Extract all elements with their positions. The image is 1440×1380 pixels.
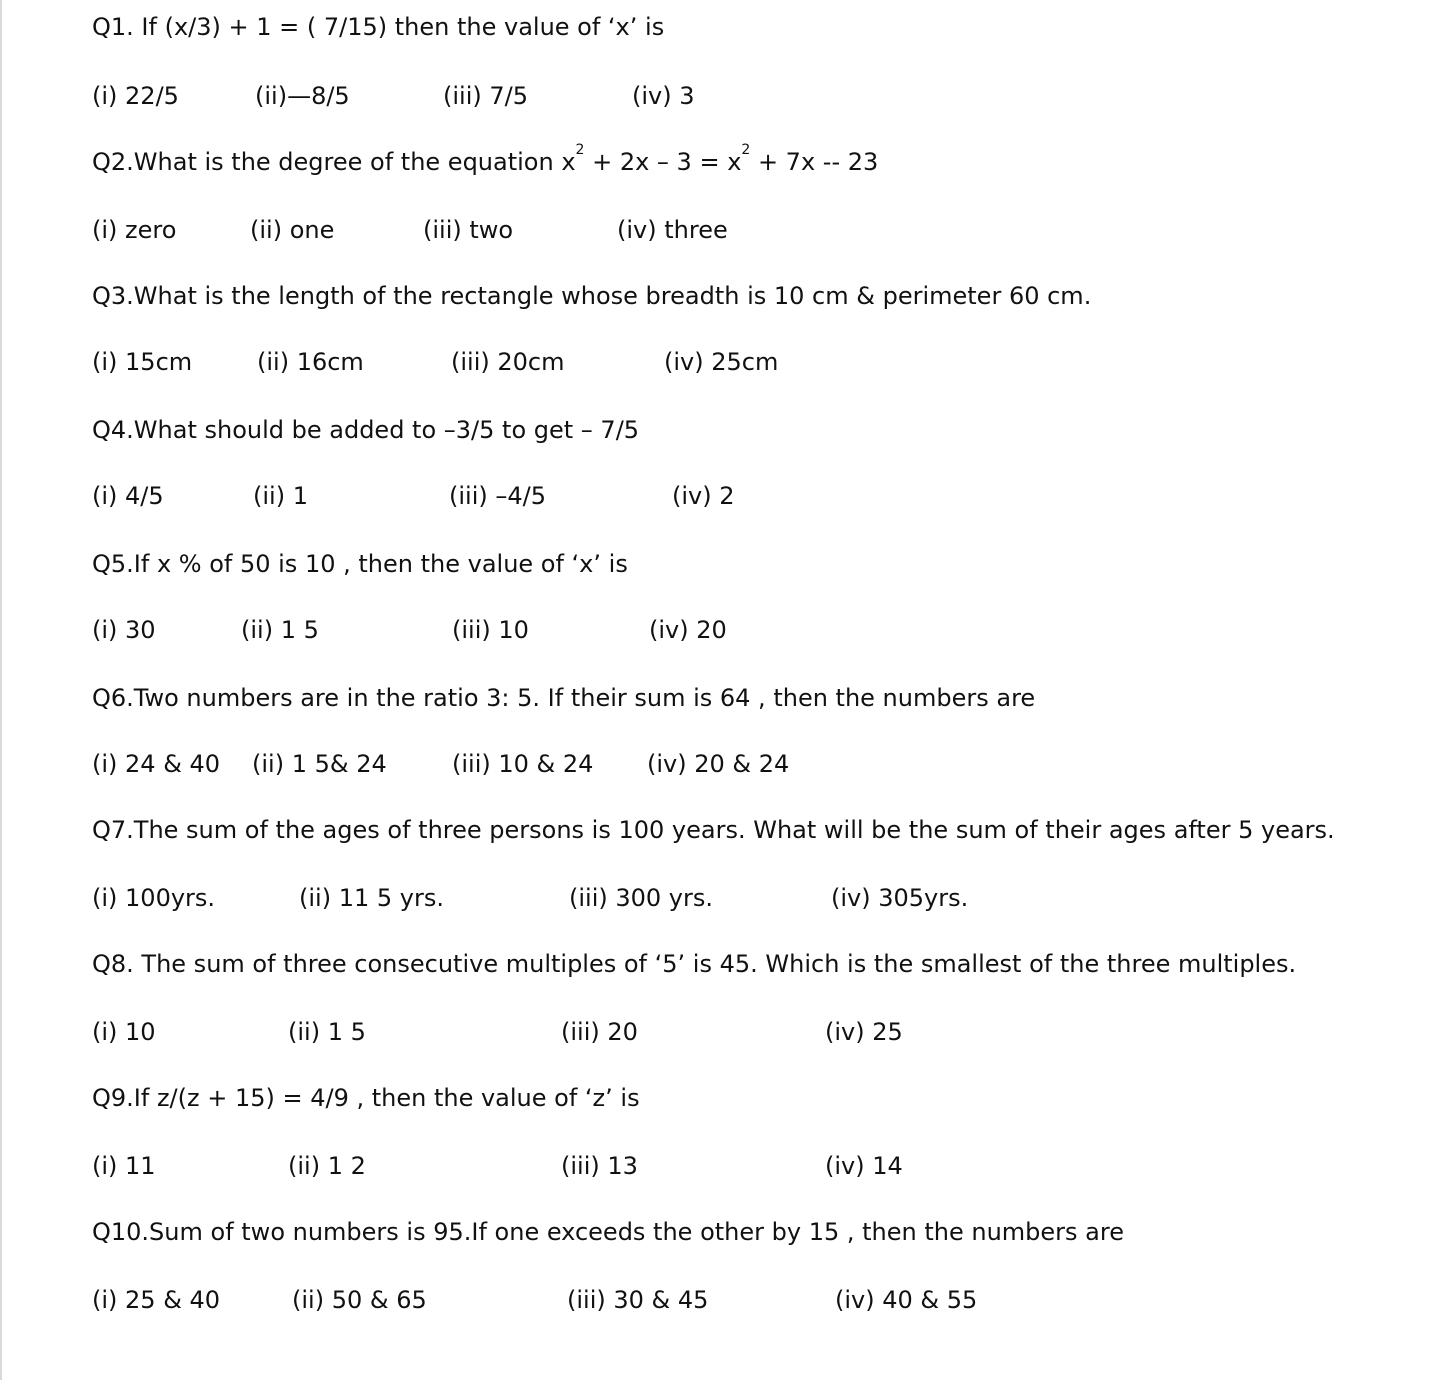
question-1 — [92, 12, 664, 42]
q10-option-i: (i) 25 & 40 — [92, 1286, 221, 1314]
question-6-text: Q6.Two numbers are in the ratio 3: 5. If their sum is 64 , then the numbers are — [92, 684, 1036, 712]
q3-option-ii: (ii) 16cm — [257, 348, 364, 376]
q6-option-ii: (ii) 1 5& 24 — [252, 750, 387, 778]
q9-option-iv: (iv) 14 — [825, 1152, 903, 1180]
q4-option-iii: (iii) –4/5 — [449, 482, 546, 510]
exponent-1: 2 — [575, 142, 585, 158]
question-1-text: Q1. If (x/3) + 1 = ( 7/15) then the value of ‘x’ is — [92, 13, 665, 41]
q4-option-i: (i) 4/5 — [92, 482, 164, 510]
q5-option-i: (i) 30 — [92, 616, 156, 644]
q8-option-iii: (iii) 20 — [561, 1018, 638, 1046]
question-5-text: Q5.If x % of 50 is 10 , then the value of ‘x’ is — [92, 550, 628, 578]
q7-option-iv: (iv) 305yrs. — [831, 884, 969, 912]
question-10 — [92, 1217, 1124, 1247]
q7-option-ii: (ii) 11 5 yrs. — [299, 884, 444, 912]
q6-option-iii: (iii) 10 & 24 — [452, 750, 594, 778]
question-5 — [92, 549, 628, 579]
q10-option-iv: (iv) 40 & 55 — [835, 1286, 978, 1314]
q3-option-iii: (iii) 20cm — [451, 348, 565, 376]
question-2-text-post: + 7x -- 23 — [750, 148, 879, 176]
question-7 — [92, 815, 1335, 845]
exponent-2: 2 — [741, 142, 751, 158]
q2-option-iv: (iv) three — [617, 216, 728, 244]
q3-option-iv: (iv) 25cm — [664, 348, 779, 376]
q2-option-iii: (iii) two — [423, 216, 514, 244]
question-3-text: Q3.What is the length of the rectangle whose breadth is 10 cm & perimeter 60 cm. — [92, 282, 1092, 310]
question-2 — [92, 142, 879, 177]
q8-option-iv: (iv) 25 — [825, 1018, 903, 1046]
question-10-text: Q10.Sum of two numbers is 95.If one exceeds the other by 15 , then the numbers are — [92, 1218, 1124, 1246]
question-3 — [92, 281, 1091, 311]
q7-option-i: (i) 100yrs. — [92, 884, 216, 912]
question-6 — [92, 683, 1035, 713]
q5-option-ii: (ii) 1 5 — [241, 616, 319, 644]
q8-option-ii: (ii) 1 5 — [288, 1018, 366, 1046]
q10-option-ii: (ii) 50 & 65 — [292, 1286, 427, 1314]
q5-option-iv: (iv) 20 — [649, 616, 727, 644]
q1-option-iii: (iii) 7/5 — [443, 82, 528, 110]
q4-option-ii: (ii) 1 — [253, 482, 308, 510]
question-4 — [92, 415, 639, 445]
q4-option-iv: (iv) 2 — [672, 482, 735, 510]
q8-option-i: (i) 10 — [92, 1018, 156, 1046]
q9-option-iii: (iii) 13 — [561, 1152, 638, 1180]
question-4-text: Q4.What should be added to –3/5 to get – 7/5 — [92, 416, 640, 444]
question-7-text: Q7.The sum of the ages of three persons is 100 years. What will be the sum of their ages after 5 years. — [92, 816, 1335, 844]
q2-option-ii: (ii) one — [250, 216, 335, 244]
q9-option-ii: (ii) 1 2 — [288, 1152, 366, 1180]
q6-option-iv: (iv) 20 & 24 — [647, 750, 790, 778]
q10-option-iii: (iii) 30 & 45 — [567, 1286, 709, 1314]
question-8 — [92, 949, 1296, 979]
q5-option-iii: (iii) 10 — [452, 616, 529, 644]
q7-option-iii: (iii) 300 yrs. — [569, 884, 713, 912]
question-9-text: Q9.If z/(z + 15) = 4/9 , then the value of ‘z’ is — [92, 1084, 640, 1112]
q1-option-i: (i) 22/5 — [92, 82, 179, 110]
question-2-text-mid: + 2x – 3 = x — [584, 148, 742, 176]
question-8-text: Q8. The sum of three consecutive multiples of ‘5’ is 45. Which is the smallest of the three multiples. — [92, 950, 1297, 978]
q3-option-i: (i) 15cm — [92, 348, 193, 376]
page-left-edge — [0, 0, 2, 1380]
q9-option-i: (i) 11 — [92, 1152, 156, 1180]
q1-option-iv: (iv) 3 — [632, 82, 695, 110]
question-2-text-pre: Q2.What is the degree of the equation x — [92, 148, 576, 176]
question-9 — [92, 1083, 640, 1113]
q2-option-i: (i) zero — [92, 216, 177, 244]
q6-option-i: (i) 24 & 40 — [92, 750, 221, 778]
q1-option-ii: (ii)—8/5 — [255, 82, 350, 110]
